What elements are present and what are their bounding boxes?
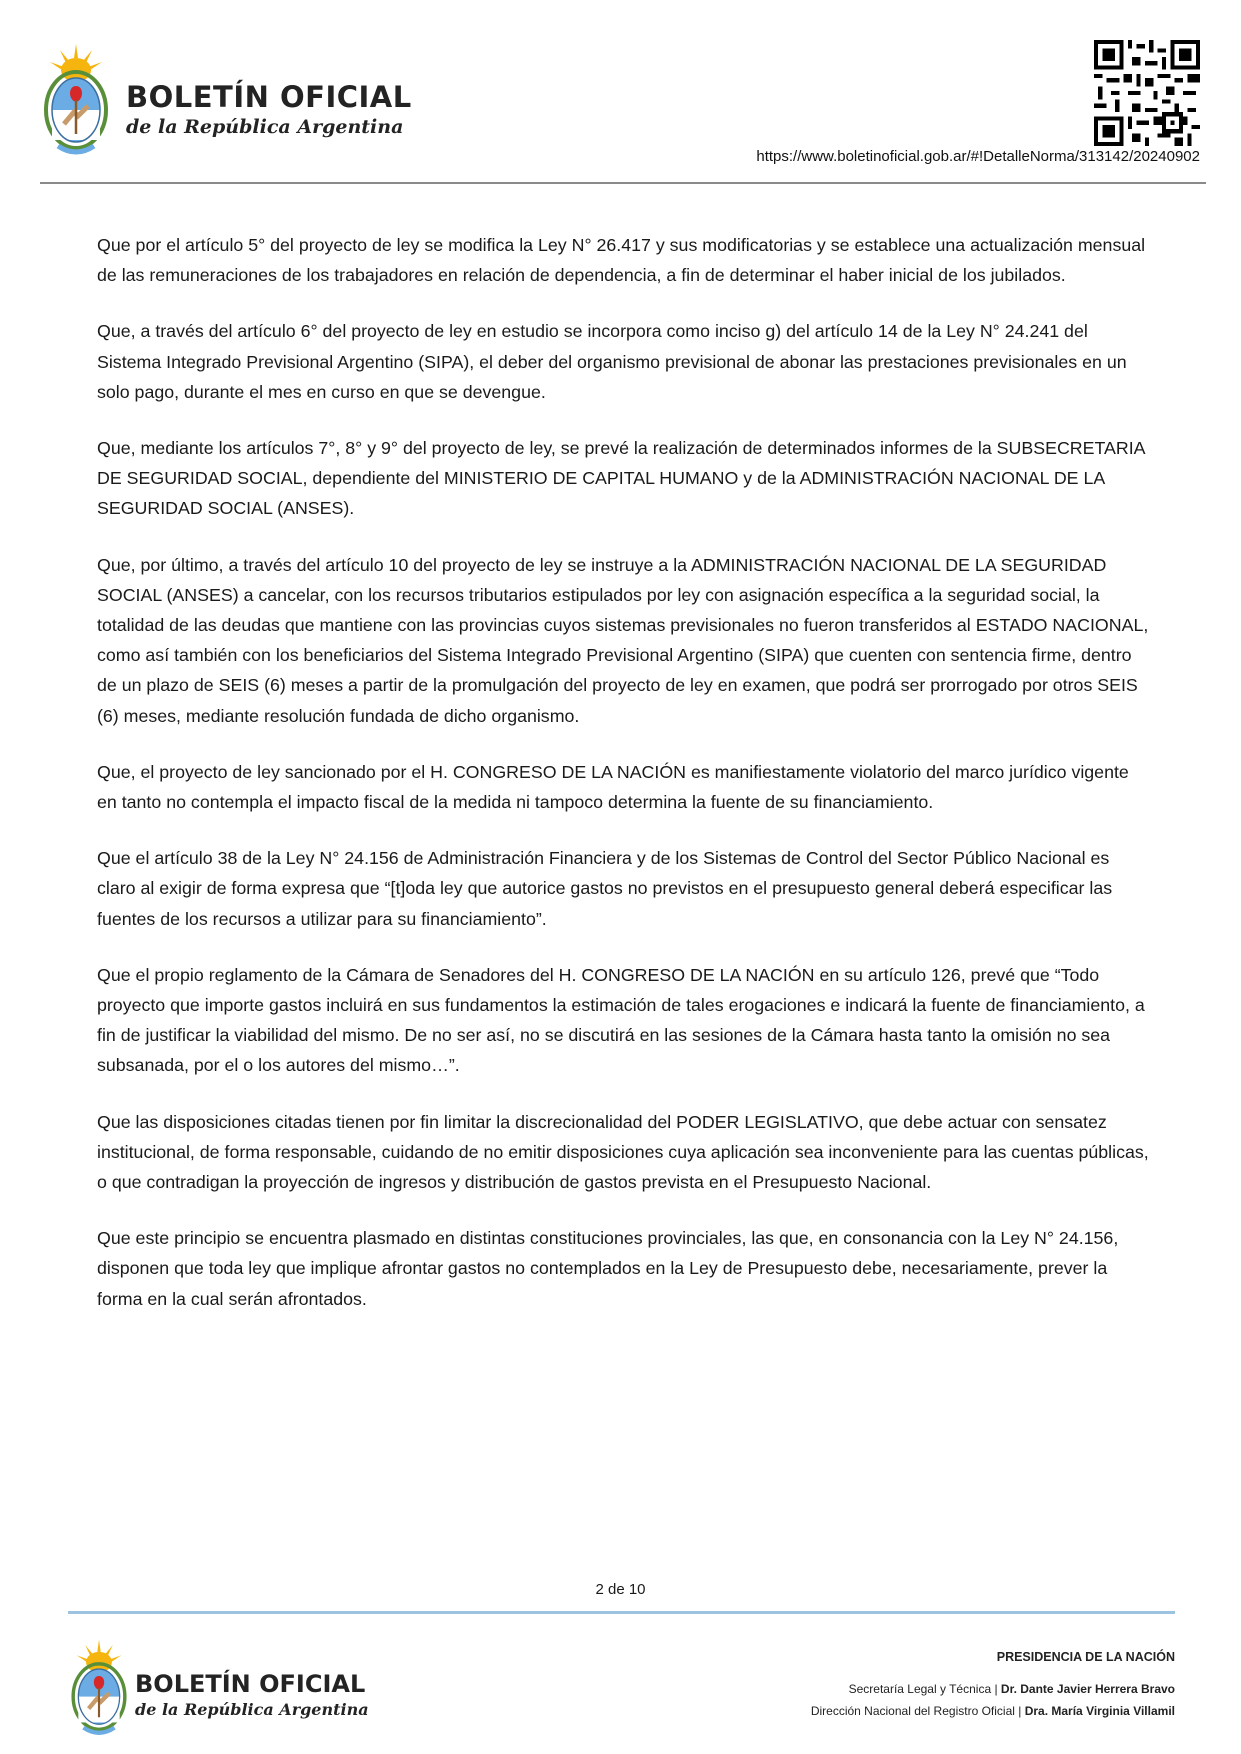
paragraph: Que, mediante los artículos 7°, 8° y 9° del proyecto de ley, se prevé la realización de determinados informes de la SUBSECRETARIA DE SEGURIDAD SOCIAL, dependiente del MINISTERIO DE CAPITAL HUMANO y de la ADMINISTRACIÓN NACIONAL DE LA SEGURIDAD SOCIAL (ANSES). (97, 438, 1145, 519)
footer-brand-title: BOLETÍN OFICIAL (135, 1670, 366, 1698)
paragraph: Que el artículo 38 de la Ley N° 24.156 de Administración Financiera y de los Sistemas de Control del Sector Público Nacional es claro al exigir de forma expresa que “[t]oda ley que autorice gastos no previstos en el presupuesto general deberá especificar las fuentes de los recursos a utilizar para su financiamiento”. (97, 848, 1113, 929)
qr-code-icon (1094, 40, 1200, 146)
direccion-label: Dirección Nacional del Registro Oficial | (810, 1704, 1025, 1718)
page-footer (68, 1638, 1175, 1738)
paragraph: Que, por último, a través del artículo 10 del proyecto de ley se instruye a la ADMINISTRACIÓN NACIONAL DE LA SEGURIDAD SOCIAL (ANSES) a cancelar, con los recursos tributarios estipulados por ley con asignación específica a la seguridad social, la totalidad de las deudas que mantiene con las provincias cuyos sistemas previsionales no fueron transferidos al ESTADO NACIONAL, como así también con los beneficiarios del Sistema Integrado Previsional Argentino (SIPA) que cuenten con sentencia firme, dentro de un plazo de SEIS (6) meses a partir de la promulgación del proyecto de ley en examen, que podrá ser prorrogado por otros SEIS (6) meses, mediante resolución fundada de dicho organismo. (97, 554, 1149, 726)
paragraph: Que este principio se encuentra plasmado en distintas constituciones provinciales, las que, en consonancia con la Ley N° 24.156, disponen que toda ley que implique afrontar gastos no contemplados en la Ley de Presupuesto debe, necesariamente, prever la forma en la cual serán afrontados. (97, 1228, 1119, 1309)
direccion-name: Dra. María Virginia Villamil (1024, 1704, 1175, 1718)
header-divider (40, 182, 1206, 184)
page-header (40, 40, 1206, 186)
paragraph: Que, el proyecto de ley sancionado por el H. CONGRESO DE LA NACIÓN es manifiestamente violatorio del marco jurídico vigente en tanto no contempla el impacto fiscal de la medida ni tampoco determina la fuente de su financiamiento. (97, 761, 1129, 813)
page-number: 2 de 10 (595, 1581, 646, 1598)
brand-block (40, 40, 460, 160)
paragraph: Que las disposiciones citadas tienen por fin limitar la discrecionalidad del PODER LEGISLATIVO, que debe actuar con sensatez institucional, de forma responsable, cuidando de no emitir disposiciones cuya aplicación sea inconveniente para las cuentas públicas, o que contradigan la proyección de ingresos y distribución de gastos prevista en el Presupuesto Nacional. (97, 1111, 1149, 1193)
paragraph: Que el propio reglamento de la Cámara de Senadores del H. CONGRESO DE LA NACIÓN en su artículo 126, prevé que “Todo proyecto que importe gastos incluirá en sus fundamentos la estimación de tales erogaciones e indicará la fuente de financiamiento, a fin de justificar la viabilidad del mismo. De no ser así, no se discutirá en las sesiones de la Cámara hasta tanto la omisión no sea subsanada, por el o los autores del mismo…”. (97, 964, 1145, 1076)
brand-title: BOLETÍN OFICIAL (126, 80, 412, 114)
footer-divider (68, 1611, 1175, 1614)
paragraph: Que por el artículo 5° del proyecto de ley se modifica la Ley N° 26.417 y sus modificatorias y se establece una actualización mensual de las remuneraciones de los trabajadores en relación de dependencia, a fin de determinar el haber inicial de los jubilados. (97, 235, 1146, 286)
document-url[interactable]: https://www.boletinoficial.gob.ar/#!DetalleNorma/313142/20240902 (756, 148, 1200, 165)
secretaria-label: Secretaría Legal y Técnica | (848, 1682, 1001, 1696)
brand-subtitle: de la República Argentina (126, 116, 404, 138)
argentina-coat-of-arms-icon (68, 1638, 130, 1738)
secretaria-name: Dr. Dante Javier Herrera Bravo (1000, 1682, 1175, 1696)
direccion-line (811, 1704, 1175, 1718)
argentina-coat-of-arms-icon (40, 42, 112, 158)
presidencia-label: PRESIDENCIA DE LA NACIÓN (996, 1650, 1175, 1664)
document-body (97, 230, 1152, 1340)
paragraph: Que, a través del artículo 6° del proyecto de ley en estudio se incorpora como inciso g) del artículo 14 de la Ley N° 24.241 del Sistema Integrado Previsional Argentino (SIPA), el deber del organismo previsional de abonar las prestaciones previsionales en un solo pago, durante el mes en curso en que se devengue. (97, 321, 1127, 402)
footer-brand-subtitle: de la República Argentina (135, 1700, 369, 1719)
secretaria-line (849, 1682, 1175, 1696)
